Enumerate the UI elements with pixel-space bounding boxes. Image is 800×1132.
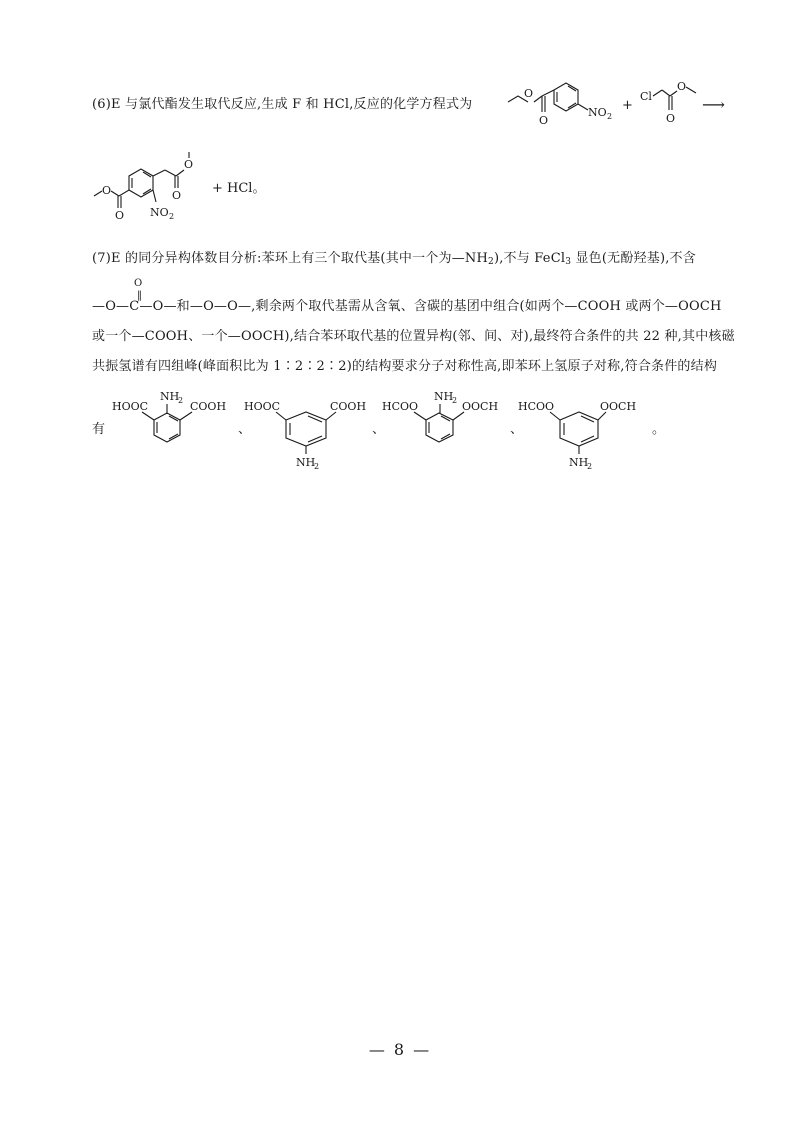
r1-no2: NO xyxy=(588,106,607,119)
svg-text:HOOC: HOOC xyxy=(244,400,281,413)
svg-text:NH: NH xyxy=(160,390,180,403)
r2-cl: Cl xyxy=(640,90,652,103)
sep-1: 、 xyxy=(238,422,252,437)
carbonyl-o: O xyxy=(134,278,143,289)
p-o1: O xyxy=(102,184,112,197)
carbonyl-bond: ‖ xyxy=(137,290,142,301)
svg-text:2: 2 xyxy=(607,112,613,121)
isomer-structure-1 xyxy=(112,390,232,460)
sep-2: 、 xyxy=(372,422,386,437)
p-no2: NO xyxy=(150,206,169,219)
svg-text:2: 2 xyxy=(169,212,175,221)
q7-end: 。 xyxy=(652,422,666,437)
svg-text:NH: NH xyxy=(569,456,589,469)
svg-text:OOCH: OOCH xyxy=(600,400,637,413)
plus-1: + xyxy=(622,98,633,113)
svg-text:HCOO: HCOO xyxy=(518,400,555,413)
reactant-methyl-chloroacetate xyxy=(640,76,700,126)
page-number: — 8 — xyxy=(368,1040,432,1059)
sep-3: 、 xyxy=(510,422,524,437)
reactant-methyl-nitrobenzoate xyxy=(508,72,618,132)
svg-text:2: 2 xyxy=(178,396,184,405)
svg-text:2: 2 xyxy=(587,462,593,471)
p-o4: O xyxy=(184,158,194,171)
p-o2: O xyxy=(115,209,125,222)
svg-text:2: 2 xyxy=(314,462,320,471)
svg-text:NH: NH xyxy=(434,390,454,403)
p-o3: O xyxy=(172,189,182,202)
q7-line4: 共振氢谱有四组峰(峰面积比为 1∶2∶2∶2)的结构要求分子对称性高,即苯环上氢原子对称,符合条件的结构 xyxy=(92,359,718,374)
q7-line1: (7)E 的同分异构体数目分析:苯环上有三个取代基(其中一个为$—NH_2$),不与 FeCl$_3$ 显色(无酚羟基),不含 xyxy=(92,251,696,267)
svg-text:COOH: COOH xyxy=(190,400,227,413)
q6-tail: + HCl。 xyxy=(212,181,266,196)
q7-prefix: 有 xyxy=(92,422,106,437)
reaction-arrow: ⟶ xyxy=(702,95,725,114)
svg-text:HOOC: HOOC xyxy=(112,400,149,413)
r1-o-ester: O xyxy=(524,87,534,100)
svg-text:COOH: COOH xyxy=(330,400,367,413)
svg-text:2: 2 xyxy=(452,396,458,405)
r2-o-carbonyl: O xyxy=(666,112,676,125)
q7-line3: 或一个—COOH、一个—OOCH),结合苯环取代基的位置异构(邻、间、对),最终符合条件的共 22 种,其中核磁 xyxy=(92,329,735,344)
svg-text:OOCH: OOCH xyxy=(462,400,499,413)
isomer-structure-2 xyxy=(244,390,374,472)
isomer-structure-4 xyxy=(518,390,648,472)
q7-line2: —O—C—O—和—O—O—,剩余两个取代基需从含氧、含碳的基团中组合(如两个—COOH 或两个—OOCH xyxy=(92,299,722,314)
isomer-structure-3 xyxy=(382,390,506,460)
q6-intro: (6)E 与氯代酯发生取代反应,生成 F 和 HCl,反应的化学方程式为 xyxy=(92,97,473,112)
r1-o-carbonyl: O xyxy=(539,114,549,127)
svg-text:NH: NH xyxy=(296,456,316,469)
svg-text:HCOO: HCOO xyxy=(382,400,419,413)
r2-o-ester: O xyxy=(677,80,687,93)
product-structure xyxy=(92,158,212,228)
